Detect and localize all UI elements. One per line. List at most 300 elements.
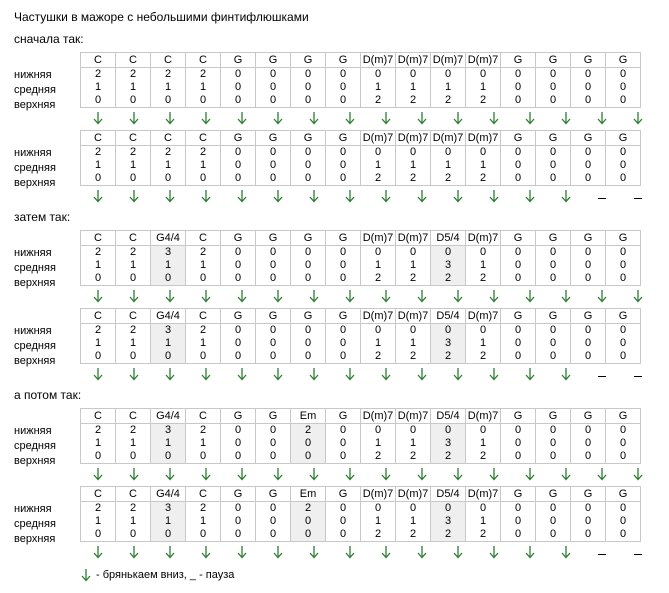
fret-cell: 0 bbox=[501, 337, 536, 350]
down-arrow-icon bbox=[416, 289, 428, 303]
strum-cell bbox=[296, 188, 332, 204]
legend bbox=[80, 568, 234, 582]
pattern-block bbox=[0, 486, 669, 568]
fret-cell: 1 bbox=[81, 81, 116, 94]
strum-cell bbox=[512, 188, 548, 204]
chord-cell: G bbox=[256, 409, 291, 424]
fret-cell: 0 bbox=[326, 450, 361, 464]
fret-cell: 0 bbox=[326, 337, 361, 350]
fret-cell: 0 bbox=[326, 515, 361, 528]
down-arrow-icon bbox=[524, 289, 536, 303]
chord-cell: G bbox=[256, 131, 291, 146]
fret-cell: 0 bbox=[606, 502, 641, 516]
fret-cell: 0 bbox=[571, 272, 606, 286]
fret-cell: 0 bbox=[81, 528, 116, 542]
down-arrow-icon bbox=[560, 111, 572, 125]
down-arrow-icon bbox=[128, 467, 140, 481]
down-arrow-icon bbox=[560, 545, 572, 559]
chord-cell: D(m)7 bbox=[396, 409, 431, 424]
chord-cell: D(m)7 bbox=[466, 487, 501, 502]
fret-cell: 0 bbox=[536, 68, 571, 82]
fret-cell: 0 bbox=[326, 424, 361, 438]
strum-cell bbox=[188, 288, 224, 304]
chord-cell: G bbox=[536, 409, 571, 424]
strum-cell bbox=[260, 466, 296, 482]
strum-cell bbox=[296, 466, 332, 482]
fret-cell: 0 bbox=[466, 146, 501, 160]
strum-cell bbox=[260, 110, 296, 126]
fret-cell: 0 bbox=[256, 68, 291, 82]
strum-row bbox=[80, 110, 656, 126]
fret-cell: 0 bbox=[466, 246, 501, 260]
strum-cell bbox=[548, 188, 584, 204]
fret-cell: 0 bbox=[186, 172, 221, 186]
strum-cell bbox=[296, 288, 332, 304]
fret-cell: 2 bbox=[431, 528, 466, 542]
fret-cell: 0 bbox=[151, 528, 186, 542]
fret-cell: 2 bbox=[116, 68, 151, 82]
down-arrow-icon bbox=[416, 189, 428, 203]
chord-cell: C bbox=[116, 409, 151, 424]
down-arrow-icon bbox=[452, 111, 464, 125]
down-arrow-icon bbox=[488, 289, 500, 303]
fret-cell: 0 bbox=[571, 246, 606, 260]
pattern-block bbox=[0, 408, 669, 490]
strum-cell bbox=[152, 110, 188, 126]
fret-cell: 0 bbox=[186, 272, 221, 286]
fret-cell: 0 bbox=[501, 81, 536, 94]
strum-row bbox=[80, 366, 656, 382]
fret-cell: 0 bbox=[431, 324, 466, 338]
strum-cell bbox=[368, 188, 404, 204]
strum-cell bbox=[224, 366, 260, 382]
strum-cell bbox=[548, 366, 584, 382]
fret-cell: 2 bbox=[466, 94, 501, 108]
fret-cell: 0 bbox=[326, 68, 361, 82]
strum-cell bbox=[368, 466, 404, 482]
fret-cell: 0 bbox=[326, 172, 361, 186]
page-title: Частушки в мажоре с небольшими финтифлюшками bbox=[14, 10, 309, 24]
fret-cell: 2 bbox=[466, 172, 501, 186]
strum-cell bbox=[188, 188, 224, 204]
fret-cell: 0 bbox=[571, 337, 606, 350]
chord-cell: G bbox=[571, 53, 606, 68]
fret-cell: 2 bbox=[431, 172, 466, 186]
down-arrow-icon bbox=[128, 289, 140, 303]
fret-cell: 1 bbox=[361, 437, 396, 450]
fret-cell: 2 bbox=[361, 272, 396, 286]
fret-cell: 2 bbox=[431, 450, 466, 464]
chord-cell: D5/4 bbox=[431, 409, 466, 424]
fret-cell: 2 bbox=[396, 172, 431, 186]
strum-cell bbox=[260, 544, 296, 560]
chord-cell: G bbox=[326, 409, 361, 424]
strum-cell bbox=[80, 544, 116, 560]
chord-cell: D(m)7 bbox=[431, 53, 466, 68]
chord-cell: C bbox=[81, 131, 116, 146]
string-label: средняя bbox=[14, 440, 56, 452]
down-arrow-icon bbox=[92, 545, 104, 559]
fret-cell: 0 bbox=[326, 502, 361, 516]
strum-cell bbox=[188, 110, 224, 126]
chord-cell: G bbox=[606, 309, 641, 324]
fret-cell: 0 bbox=[606, 68, 641, 82]
fret-cell: 1 bbox=[431, 159, 466, 172]
fret-cell: 2 bbox=[361, 350, 396, 364]
fret-cell: 0 bbox=[606, 515, 641, 528]
down-arrow-icon bbox=[236, 111, 248, 125]
fret-cell: 0 bbox=[151, 350, 186, 364]
fret-cell: 2 bbox=[396, 528, 431, 542]
strum-cell bbox=[404, 366, 440, 382]
down-arrow-icon bbox=[164, 111, 176, 125]
fret-cell: 2 bbox=[116, 324, 151, 338]
down-arrow-icon bbox=[380, 111, 392, 125]
fret-cell: 0 bbox=[151, 94, 186, 108]
fret-cell: 0 bbox=[536, 515, 571, 528]
fret-cell: 0 bbox=[606, 437, 641, 450]
fret-cell: 2 bbox=[186, 502, 221, 516]
strum-cell bbox=[224, 466, 260, 482]
fret-cell: 0 bbox=[81, 94, 116, 108]
strum-cell bbox=[260, 188, 296, 204]
chord-cell: G bbox=[326, 487, 361, 502]
chord-cell: D(m)7 bbox=[361, 487, 396, 502]
fret-cell: 0 bbox=[606, 94, 641, 108]
chord-cell: C bbox=[116, 487, 151, 502]
fret-cell: 0 bbox=[221, 528, 256, 542]
fret-cell: 0 bbox=[116, 172, 151, 186]
down-arrow-icon bbox=[308, 189, 320, 203]
chord-cell: D(m)7 bbox=[466, 53, 501, 68]
fret-cell: 0 bbox=[606, 324, 641, 338]
fret-cell: 0 bbox=[116, 450, 151, 464]
fret-cell: 0 bbox=[501, 502, 536, 516]
fret-cell: 0 bbox=[81, 172, 116, 186]
pattern-block bbox=[0, 230, 669, 312]
strum-cell bbox=[224, 110, 260, 126]
down-arrow-icon bbox=[236, 545, 248, 559]
down-arrow-icon bbox=[200, 111, 212, 125]
chord-cell: C bbox=[81, 309, 116, 324]
chord-cell: G bbox=[221, 309, 256, 324]
fret-cell: 0 bbox=[606, 350, 641, 364]
chord-cell: G bbox=[571, 309, 606, 324]
fret-cell: 2 bbox=[81, 424, 116, 438]
chord-cell: G bbox=[221, 231, 256, 246]
string-label: средняя bbox=[14, 84, 56, 96]
down-arrow-icon bbox=[80, 568, 92, 582]
down-arrow-icon bbox=[488, 467, 500, 481]
tab-grid bbox=[80, 52, 641, 108]
strum-cell bbox=[260, 366, 296, 382]
fret-cell: 0 bbox=[431, 424, 466, 438]
down-arrow-icon bbox=[92, 467, 104, 481]
fret-cell: 3 bbox=[151, 424, 186, 438]
fret-cell: 3 bbox=[151, 324, 186, 338]
fret-cell: 0 bbox=[291, 350, 326, 364]
strum-cell bbox=[296, 366, 332, 382]
fret-cell: 0 bbox=[256, 528, 291, 542]
fret-cell: 0 bbox=[501, 424, 536, 438]
pattern-block bbox=[0, 308, 669, 390]
chord-cell: Em bbox=[291, 487, 326, 502]
fret-cell: 0 bbox=[501, 437, 536, 450]
fret-cell: 0 bbox=[431, 68, 466, 82]
strum-cell bbox=[332, 110, 368, 126]
strum-cell bbox=[332, 466, 368, 482]
fret-cell: 3 bbox=[151, 502, 186, 516]
down-arrow-icon bbox=[236, 467, 248, 481]
down-arrow-icon bbox=[92, 189, 104, 203]
fret-cell: 0 bbox=[256, 259, 291, 272]
fret-cell: 0 bbox=[256, 450, 291, 464]
fret-cell: 0 bbox=[186, 450, 221, 464]
fret-cell: 1 bbox=[431, 81, 466, 94]
fret-cell: 2 bbox=[396, 272, 431, 286]
chord-cell: C bbox=[81, 487, 116, 502]
fret-cell: 0 bbox=[186, 528, 221, 542]
fret-cell: 0 bbox=[536, 424, 571, 438]
fret-cell: 1 bbox=[116, 81, 151, 94]
fret-cell: 0 bbox=[571, 159, 606, 172]
fret-cell: 1 bbox=[466, 259, 501, 272]
chord-cell: G4/4 bbox=[151, 309, 186, 324]
fret-cell: 0 bbox=[326, 528, 361, 542]
fret-cell: 0 bbox=[221, 68, 256, 82]
fret-cell: 0 bbox=[221, 515, 256, 528]
fret-cell: 0 bbox=[221, 502, 256, 516]
down-arrow-icon bbox=[344, 467, 356, 481]
fret-cell: 0 bbox=[326, 350, 361, 364]
chord-cell: D(m)7 bbox=[361, 409, 396, 424]
fret-cell: 0 bbox=[291, 94, 326, 108]
fret-cell: 2 bbox=[186, 424, 221, 438]
chord-cell: G bbox=[571, 487, 606, 502]
strum-cell bbox=[476, 188, 512, 204]
chord-cell: G bbox=[571, 231, 606, 246]
down-arrow-icon bbox=[344, 367, 356, 381]
fret-cell: 0 bbox=[221, 437, 256, 450]
fret-cell: 1 bbox=[81, 159, 116, 172]
fret-cell: 0 bbox=[396, 324, 431, 338]
strum-cell bbox=[440, 110, 476, 126]
fret-cell: 0 bbox=[571, 502, 606, 516]
chord-cell: D(m)7 bbox=[396, 309, 431, 324]
tab-grid bbox=[80, 130, 641, 186]
chord-cell: C bbox=[186, 53, 221, 68]
fret-cell: 0 bbox=[536, 94, 571, 108]
fret-cell: 0 bbox=[466, 502, 501, 516]
pattern-block bbox=[0, 130, 669, 212]
fret-cell: 0 bbox=[571, 172, 606, 186]
strum-cell bbox=[548, 288, 584, 304]
chord-cell: G bbox=[501, 231, 536, 246]
down-arrow-icon bbox=[452, 545, 464, 559]
fret-cell: 3 bbox=[431, 259, 466, 272]
fret-cell: 2 bbox=[116, 146, 151, 160]
fret-cell: 1 bbox=[151, 437, 186, 450]
fret-cell: 0 bbox=[291, 272, 326, 286]
fret-cell: 0 bbox=[501, 172, 536, 186]
fret-cell: 2 bbox=[151, 146, 186, 160]
down-arrow-icon bbox=[200, 189, 212, 203]
down-arrow-icon bbox=[308, 367, 320, 381]
fret-cell: 0 bbox=[291, 437, 326, 450]
fret-cell: 0 bbox=[501, 159, 536, 172]
chord-cell: G bbox=[256, 309, 291, 324]
chord-cell: Em bbox=[291, 409, 326, 424]
chord-cell: G bbox=[326, 309, 361, 324]
fret-cell: 0 bbox=[326, 94, 361, 108]
fret-cell: 1 bbox=[396, 81, 431, 94]
fret-cell: 1 bbox=[116, 337, 151, 350]
string-label: средняя bbox=[14, 162, 56, 174]
strum-cell bbox=[476, 544, 512, 560]
strum-cell bbox=[80, 288, 116, 304]
chord-cell: D(m)7 bbox=[466, 409, 501, 424]
fret-cell: 0 bbox=[431, 502, 466, 516]
chord-cell: G4/4 bbox=[151, 231, 186, 246]
fret-cell: 0 bbox=[606, 450, 641, 464]
chord-cell: G bbox=[606, 53, 641, 68]
chord-cell: C bbox=[186, 487, 221, 502]
strum-cell bbox=[404, 544, 440, 560]
fret-cell: 0 bbox=[571, 68, 606, 82]
string-label: нижняя bbox=[14, 147, 52, 159]
fret-cell: 0 bbox=[81, 450, 116, 464]
fret-cell: 0 bbox=[571, 81, 606, 94]
fret-cell: 0 bbox=[571, 528, 606, 542]
strum-cell bbox=[368, 288, 404, 304]
fret-cell: 0 bbox=[536, 259, 571, 272]
chord-cell: G bbox=[291, 231, 326, 246]
fret-cell: 2 bbox=[151, 68, 186, 82]
down-arrow-icon bbox=[164, 467, 176, 481]
fret-cell: 1 bbox=[151, 259, 186, 272]
string-label: верхняя bbox=[14, 277, 56, 289]
fret-cell: 1 bbox=[361, 337, 396, 350]
strum-cell bbox=[260, 288, 296, 304]
down-arrow-icon bbox=[416, 367, 428, 381]
string-label: верхняя bbox=[14, 455, 56, 467]
fret-cell: 1 bbox=[361, 81, 396, 94]
fret-cell: 0 bbox=[116, 272, 151, 286]
strum-cell bbox=[620, 366, 656, 382]
down-arrow-icon bbox=[344, 545, 356, 559]
chord-cell: G bbox=[606, 231, 641, 246]
chord-cell: G bbox=[256, 231, 291, 246]
strum-cell bbox=[332, 366, 368, 382]
fret-cell: 0 bbox=[291, 159, 326, 172]
chord-cell: C bbox=[81, 53, 116, 68]
fret-cell: 0 bbox=[571, 437, 606, 450]
fret-cell: 0 bbox=[571, 146, 606, 160]
fret-cell: 3 bbox=[151, 246, 186, 260]
fret-cell: 0 bbox=[501, 259, 536, 272]
fret-cell: 2 bbox=[466, 350, 501, 364]
strum-cell bbox=[440, 466, 476, 482]
fret-cell: 1 bbox=[396, 437, 431, 450]
fret-cell: 0 bbox=[326, 437, 361, 450]
fret-cell: 0 bbox=[186, 350, 221, 364]
strum-cell bbox=[512, 110, 548, 126]
fret-cell: 0 bbox=[501, 528, 536, 542]
fret-cell: 0 bbox=[256, 172, 291, 186]
chord-cell: D(m)7 bbox=[466, 131, 501, 146]
fret-cell: 0 bbox=[606, 146, 641, 160]
strum-cell bbox=[368, 366, 404, 382]
fret-cell: 2 bbox=[291, 424, 326, 438]
fret-cell: 0 bbox=[291, 324, 326, 338]
fret-cell: 0 bbox=[431, 146, 466, 160]
chord-cell: G bbox=[256, 487, 291, 502]
fret-cell: 2 bbox=[291, 502, 326, 516]
section-label: а потом так: bbox=[14, 388, 82, 402]
fret-cell: 0 bbox=[536, 337, 571, 350]
strum-row bbox=[80, 188, 656, 204]
chord-cell: D(m)7 bbox=[431, 131, 466, 146]
strum-cell bbox=[584, 188, 620, 204]
fret-cell: 0 bbox=[536, 272, 571, 286]
strum-cell bbox=[152, 366, 188, 382]
fret-cell: 2 bbox=[81, 324, 116, 338]
down-arrow-icon bbox=[92, 111, 104, 125]
strum-cell bbox=[152, 188, 188, 204]
fret-cell: 0 bbox=[221, 81, 256, 94]
down-arrow-icon bbox=[236, 289, 248, 303]
fret-cell: 0 bbox=[291, 68, 326, 82]
fret-cell: 1 bbox=[116, 515, 151, 528]
fret-cell: 3 bbox=[431, 437, 466, 450]
strum-cell bbox=[80, 188, 116, 204]
fret-cell: 0 bbox=[326, 146, 361, 160]
fret-cell: 0 bbox=[606, 159, 641, 172]
strum-cell bbox=[188, 466, 224, 482]
fret-cell: 0 bbox=[571, 94, 606, 108]
strum-cell bbox=[476, 110, 512, 126]
down-arrow-icon bbox=[272, 189, 284, 203]
down-arrow-icon bbox=[308, 467, 320, 481]
fret-cell: 0 bbox=[501, 272, 536, 286]
chord-cell: C bbox=[186, 131, 221, 146]
strum-cell bbox=[332, 188, 368, 204]
fret-cell: 1 bbox=[396, 515, 431, 528]
legend-text: - брянькаем вниз, _ - пауза bbox=[96, 569, 235, 581]
strum-cell bbox=[620, 188, 656, 204]
chord-cell: G bbox=[291, 131, 326, 146]
fret-cell: 1 bbox=[81, 437, 116, 450]
chord-cell: C bbox=[116, 53, 151, 68]
chord-cell: G bbox=[536, 131, 571, 146]
fret-cell: 2 bbox=[186, 146, 221, 160]
pause-mark bbox=[634, 545, 642, 555]
down-arrow-icon bbox=[272, 545, 284, 559]
strum-cell bbox=[368, 544, 404, 560]
fret-cell: 0 bbox=[606, 259, 641, 272]
fret-cell: 0 bbox=[536, 172, 571, 186]
fret-cell: 0 bbox=[571, 450, 606, 464]
fret-cell: 3 bbox=[431, 337, 466, 350]
fret-cell: 0 bbox=[396, 246, 431, 260]
fret-cell: 2 bbox=[81, 246, 116, 260]
pattern-block bbox=[0, 52, 669, 134]
chord-cell: D(m)7 bbox=[396, 231, 431, 246]
strum-cell bbox=[404, 110, 440, 126]
fret-cell: 2 bbox=[396, 350, 431, 364]
pause-mark bbox=[598, 189, 606, 199]
fret-cell: 0 bbox=[501, 324, 536, 338]
